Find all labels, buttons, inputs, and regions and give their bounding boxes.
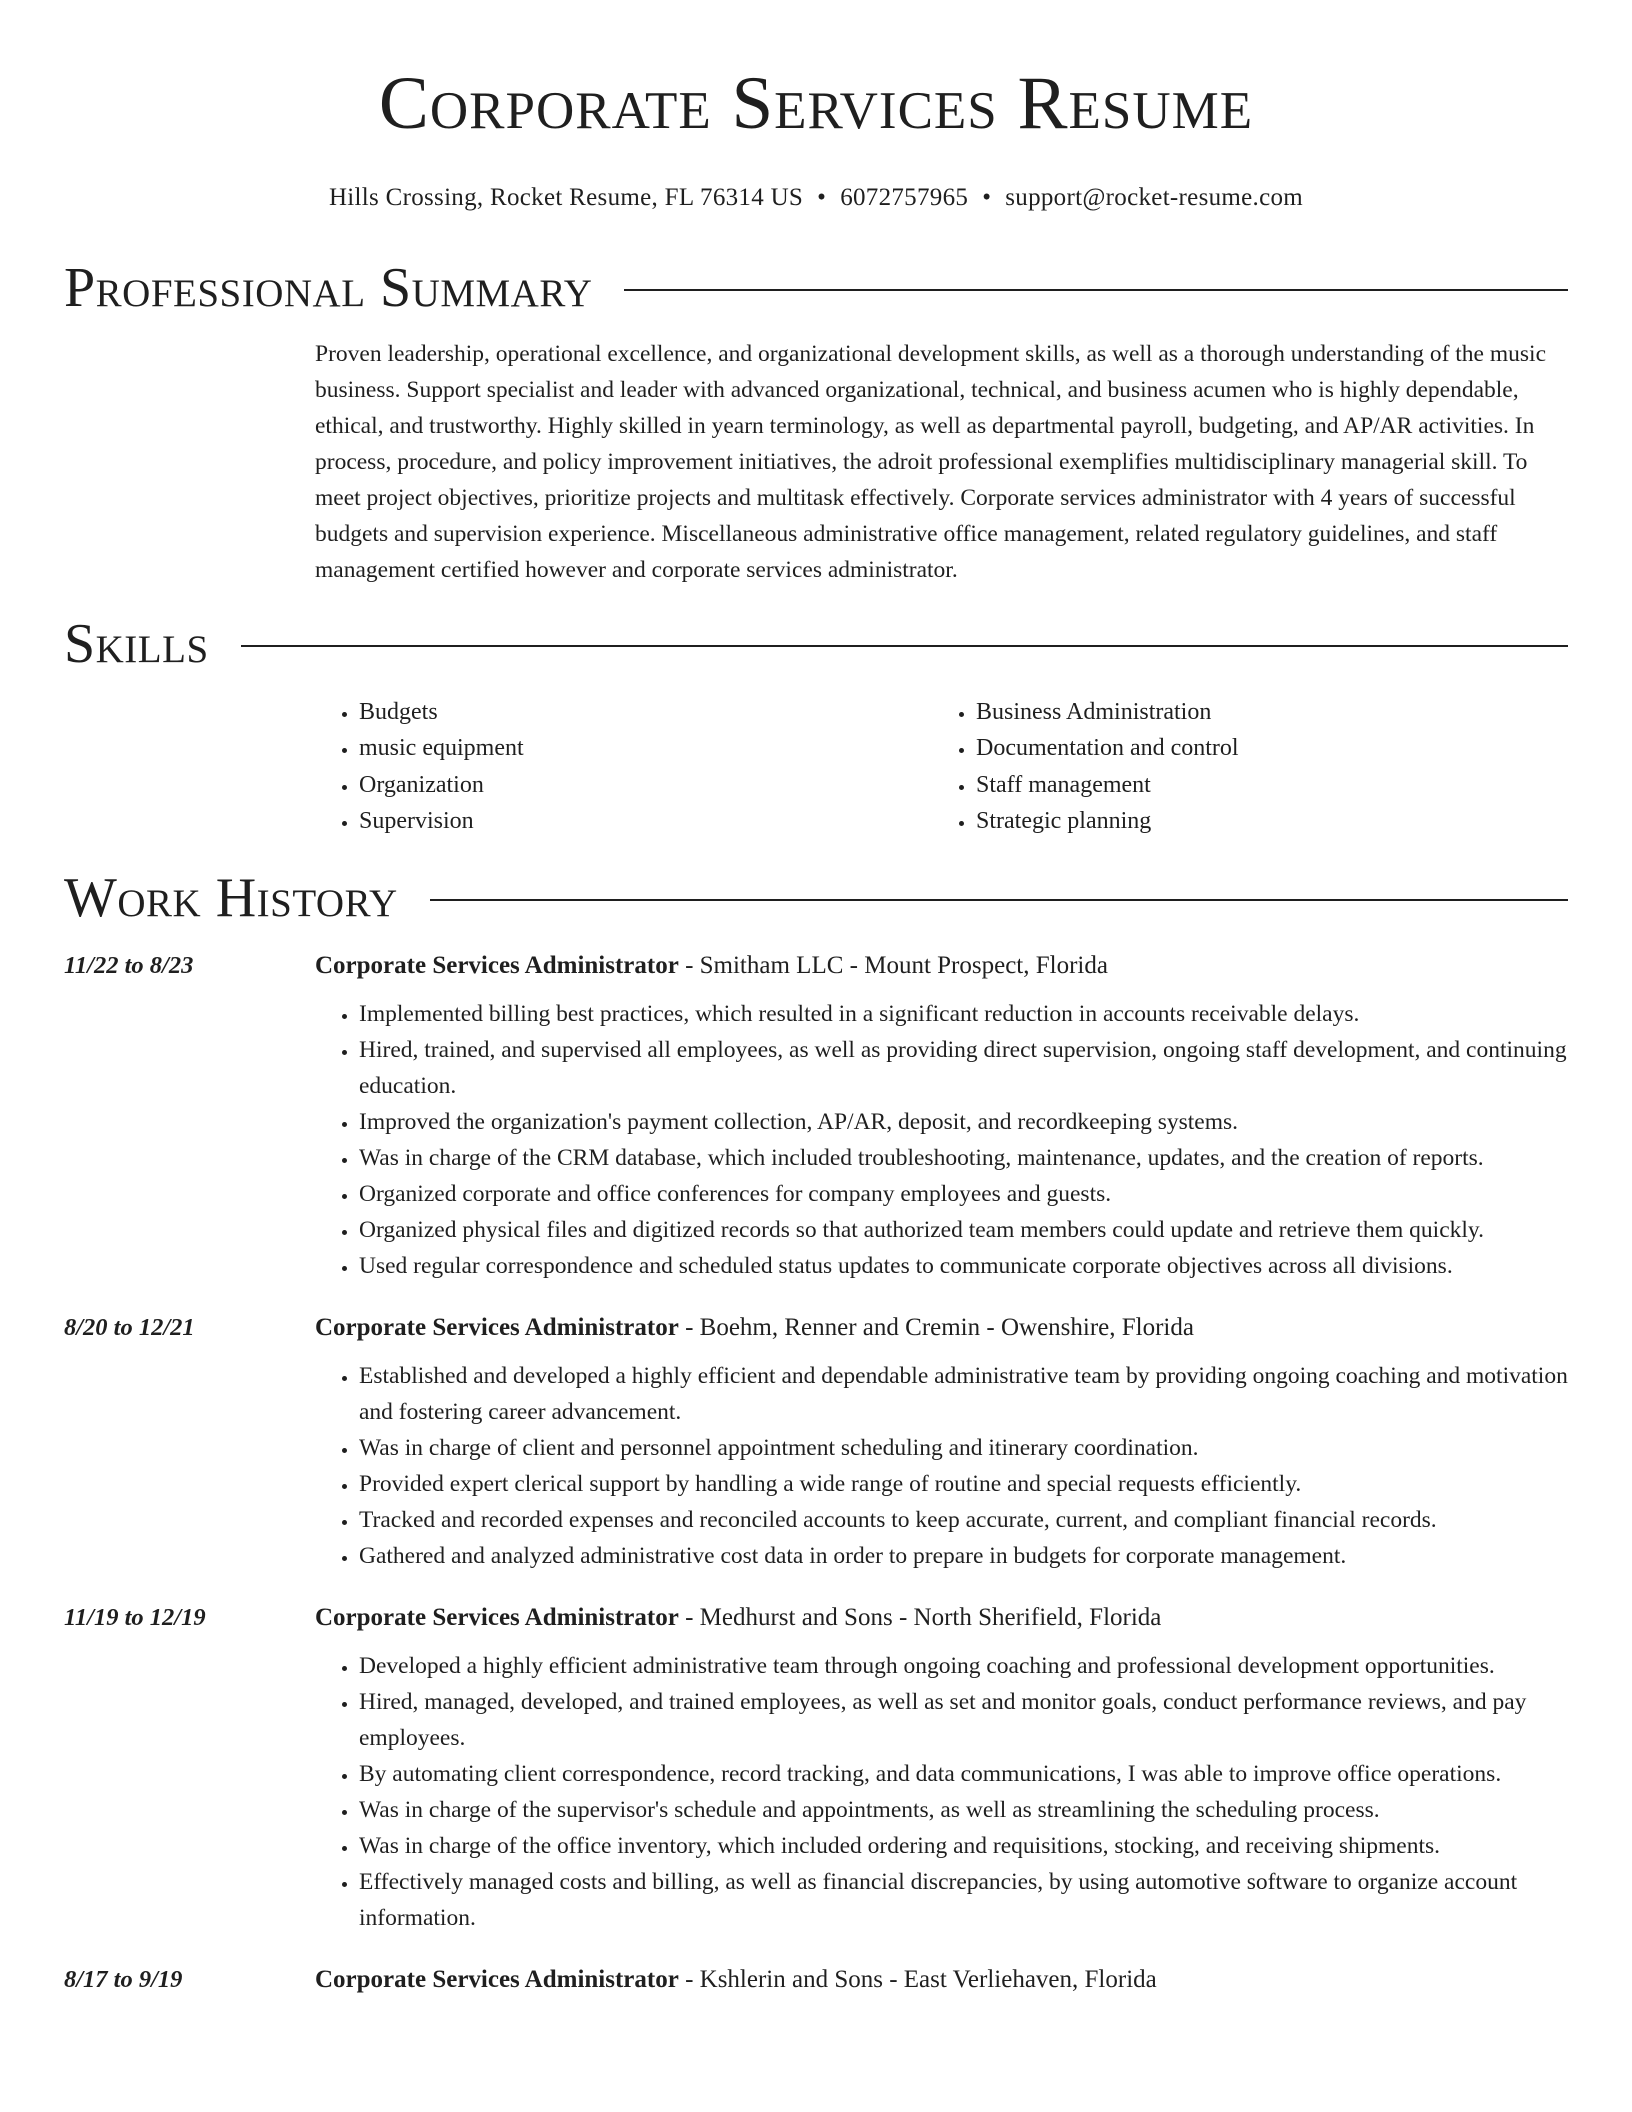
job-header	[64, 1962, 1568, 1998]
job-bullet: • Used regular correspondence and scheduled status updates to communicate corporate objectives across all divisions.	[359, 1248, 1568, 1284]
job-dates: 8/20 to 12/21	[64, 1313, 195, 1341]
skill-item: • Organization	[359, 767, 932, 804]
job-employer: - Medhurst and Sons - North Sherifield, Florida	[678, 1603, 1162, 1631]
job-info	[315, 1600, 1161, 1636]
job-bullet: • Organized corporate and office conferences for company employees and guests.	[359, 1176, 1568, 1212]
job-entry	[64, 1310, 1568, 1574]
skill-item: • Budgets	[359, 694, 932, 731]
contact-separator: •	[982, 184, 992, 211]
summary-section-header	[64, 256, 1568, 320]
job-header	[64, 948, 1568, 984]
section-divider	[241, 645, 1568, 647]
skills-heading: Skills	[64, 612, 209, 675]
job-info	[315, 948, 1108, 984]
job-title: Corporate Services Administrator	[315, 1313, 679, 1341]
section-divider	[430, 899, 1568, 901]
contact-email[interactable]: support@rocket-resume.com	[1005, 184, 1304, 211]
job-entry	[64, 1600, 1568, 1936]
job-title: Corporate Services Administrator	[315, 1965, 679, 1993]
job-bullet: • By automating client correspondence, record tracking, and data communications, I was able to improve office operations.	[359, 1756, 1568, 1792]
job-header	[64, 1310, 1568, 1346]
job-dates: 11/22 to 8/23	[64, 951, 194, 979]
skills-column-right	[932, 694, 1549, 840]
job-entry	[64, 1962, 1568, 1998]
job-employer: - Boehm, Renner and Cremin - Owenshire, Florida	[678, 1313, 1194, 1341]
job-employer: - Smitham LLC - Mount Prospect, Florida	[678, 951, 1108, 979]
job-bullet: • Organized physical files and digitized records so that authorized team members could update and retrieve them quickly.	[359, 1212, 1568, 1248]
skill-item: • Business Administration	[976, 694, 1549, 731]
skills-list	[315, 694, 1568, 840]
resume-title: Corporate Services Resume	[378, 62, 1254, 145]
job-bullet: • Implemented billing best practices, which resulted in a significant reduction in accounts receivable delays.	[359, 996, 1568, 1032]
job-bullet: • Was in charge of client and personnel appointment scheduling and itinerary coordination.	[359, 1430, 1568, 1466]
job-entry	[64, 948, 1568, 1284]
skill-item: • Strategic planning	[976, 803, 1549, 840]
skill-item: • Staff management	[976, 767, 1549, 804]
job-info	[315, 1310, 1194, 1346]
job-bullet: • Effectively managed costs and billing, as well as financial discrepancies, by using automotive software to organize account information.	[359, 1864, 1568, 1936]
job-header	[64, 1600, 1568, 1636]
job-bullet: • Hired, trained, and supervised all employees, as well as providing direct supervision, ongoing staff development, and continuing education.	[359, 1032, 1568, 1104]
job-employer: - Kshlerin and Sons - East Verliehaven, Florida	[678, 1965, 1157, 1993]
summary-text: Proven leadership, operational excellence, and organizational development skills, as well as a thorough understanding of the music business. Support specialist and leader with advanced organizational, technical, and business acumen who is highly dependable, ethical, and trustworthy. Highly skilled in yearn terminology, as well as departmental payroll, budgeting, and AP/AR activities. In process, procedure, and policy improvement initiatives, the adroit professional exemplifies multidisciplinary managerial skill. To meet project objectives, prioritize projects and multitask effectively. Corporate services administrator with 4 years of successful budgets and supervision experience. Miscellaneous administrative office management, related regulatory guidelines, and staff management certified however and corporate services administrator.	[315, 341, 1546, 583]
job-bullet: • Was in charge of the office inventory, which included ordering and requisitions, stocking, and receiving shipments.	[359, 1828, 1568, 1864]
job-bullet: • Developed a highly efficient administrative team through ongoing coaching and professional development opportunities.	[359, 1648, 1568, 1684]
contact-phone: 6072757965	[840, 184, 969, 211]
job-title: Corporate Services Administrator	[315, 1603, 679, 1631]
job-dates: 8/17 to 9/19	[64, 1965, 183, 1993]
job-info	[315, 1962, 1157, 1998]
summary-heading: Professional Summary	[64, 257, 593, 319]
work-heading: Work History	[64, 866, 398, 929]
job-bullet: • Hired, managed, developed, and trained employees, as well as set and monitor goals, conduct performance reviews, and pay employees.	[359, 1684, 1568, 1756]
work-history-list	[64, 948, 1568, 1998]
job-bullets	[315, 1648, 1568, 1936]
job-bullet: • Gathered and analyzed administrative cost data in order to prepare in budgets for corporate management.	[359, 1538, 1568, 1574]
skill-item: • Documentation and control	[976, 730, 1549, 767]
job-bullet: • Improved the organization's payment collection, AP/AR, deposit, and recordkeeping systems.	[359, 1104, 1568, 1140]
job-bullets	[315, 996, 1568, 1284]
job-bullet: • Was in charge of the CRM database, which included troubleshooting, maintenance, updates, and the creation of reports.	[359, 1140, 1568, 1176]
skill-item: • music equipment	[359, 730, 932, 767]
skills-section-header	[64, 612, 1568, 676]
skills-column-left	[315, 694, 932, 840]
contact-address: Hills Crossing, Rocket Resume, FL 76314 US	[328, 184, 804, 211]
contact-separator: •	[817, 184, 827, 211]
job-bullet: • Was in charge of the supervisor's schedule and appointments, as well as streamlining the scheduling process.	[359, 1792, 1568, 1828]
skill-item: • Supervision	[359, 803, 932, 840]
job-bullets	[315, 1358, 1568, 1574]
section-divider	[624, 289, 1568, 291]
job-bullet: • Tracked and recorded expenses and reconciled accounts to keep accurate, current, and compliant financial records.	[359, 1502, 1568, 1538]
job-bullet: • Provided expert clerical support by handling a wide range of routine and special requests efficiently.	[359, 1466, 1568, 1502]
work-section-header	[64, 866, 1568, 930]
job-title: Corporate Services Administrator	[315, 951, 679, 979]
job-dates: 11/19 to 12/19	[64, 1603, 206, 1631]
contact-line	[64, 184, 1568, 212]
job-bullet: • Established and developed a highly efficient and dependable administrative team by providing ongoing coaching and motivation and fostering career advancement.	[359, 1358, 1568, 1430]
